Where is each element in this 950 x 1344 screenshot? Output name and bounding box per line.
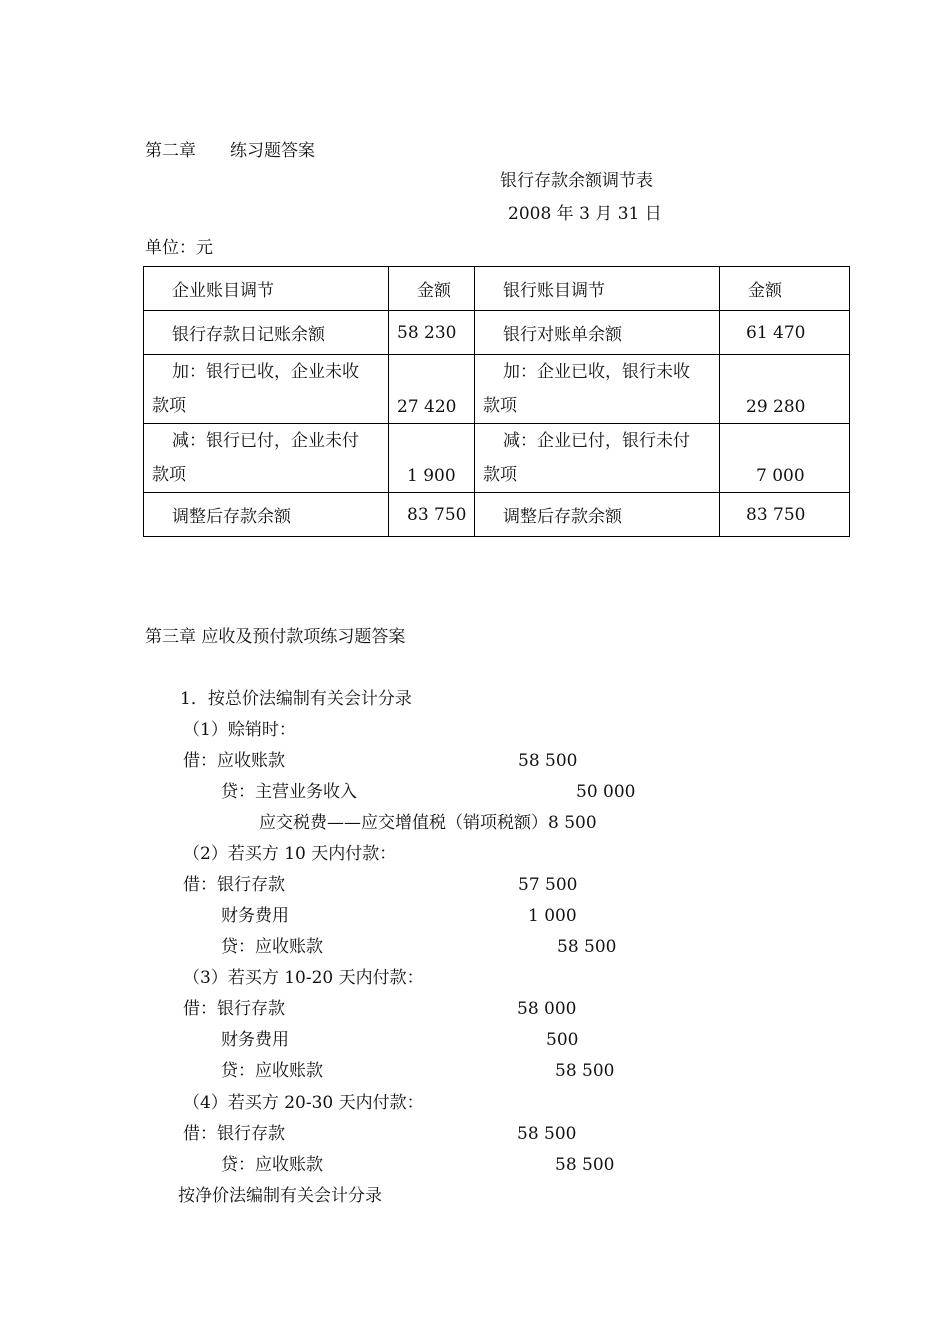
amount: 58 500 xyxy=(555,1061,615,1081)
entry-label: （1）赊销时： xyxy=(183,720,296,740)
debit-line: 借：银行存款 xyxy=(183,875,285,895)
table-cell: 61 470 xyxy=(720,311,850,355)
entry-label: （3）若买方 10-20 天内付款： xyxy=(183,968,424,988)
cell-line: 款项 xyxy=(152,465,186,485)
table-cell xyxy=(144,355,389,424)
debit-subline: 财务费用 xyxy=(221,1030,289,1050)
net-method-heading: 按净价法编制有关会计分录 xyxy=(178,1186,382,1206)
table-cell: 27 420 xyxy=(389,355,475,424)
debit-subline: 财务费用 xyxy=(221,906,289,926)
table-row xyxy=(144,355,850,424)
header-cell: 银行账目调节 xyxy=(475,267,720,311)
table-cell xyxy=(475,424,720,493)
table-row xyxy=(144,493,850,537)
debit-line: 借：银行存款 xyxy=(183,999,285,1019)
item-heading: 1．按总价法编制有关会计分录 xyxy=(180,689,412,709)
cell-line: 加：企业已收，银行未收 xyxy=(503,362,690,382)
table-title: 银行存款余额调节表 xyxy=(500,171,653,191)
credit-line: 贷：应收账款 xyxy=(221,937,323,957)
table-cell: 银行存款日记账余额 xyxy=(144,311,389,355)
credit-line: 贷：应收账款 xyxy=(221,1061,323,1081)
cell-line: 减：银行已付，企业未付 xyxy=(172,431,359,451)
debit-line: 借：银行存款 xyxy=(183,1124,285,1144)
table-cell xyxy=(475,355,720,424)
cell-line: 款项 xyxy=(483,396,517,416)
amount: 58 500 xyxy=(517,1124,577,1144)
table-header-row xyxy=(144,267,850,311)
table-cell: 调整后存款余额 xyxy=(475,493,720,537)
table-row xyxy=(144,424,850,493)
cell-line: 加：银行已收，企业未收 xyxy=(172,362,359,382)
table-cell: 83 750 xyxy=(389,493,475,537)
table-cell: 1 900 xyxy=(389,424,475,493)
amount: 58 500 xyxy=(555,1155,615,1175)
cell-line: 减：企业已付，银行未付 xyxy=(503,431,690,451)
credit-line: 贷：主营业务收入 xyxy=(221,782,357,802)
header-cell: 企业账目调节 xyxy=(144,267,389,311)
entry-label: （4）若买方 20-30 天内付款： xyxy=(183,1093,424,1113)
header-cell: 金额 xyxy=(389,267,475,311)
unit-label: 单位：元 xyxy=(145,238,213,258)
header-cell: 金额 xyxy=(720,267,850,311)
cell-line: 款项 xyxy=(152,396,186,416)
amount: 57 500 xyxy=(518,875,578,895)
amount: 58 500 xyxy=(518,751,578,771)
amount: 50 000 xyxy=(576,782,636,802)
table-cell xyxy=(144,424,389,493)
table-cell: 银行对账单余额 xyxy=(475,311,720,355)
chapter3-heading: 第三章 应收及预付款项练习题答案 xyxy=(145,627,406,647)
table-row xyxy=(144,311,850,355)
amount: 1 000 xyxy=(528,906,577,926)
chapter2-heading: 第二章 练习题答案 xyxy=(145,141,315,161)
cell-line: 款项 xyxy=(483,465,517,485)
table-date: 2008 年 3 月 31 日 xyxy=(508,204,662,224)
amount: 58 500 xyxy=(557,937,617,957)
table-cell: 7 000 xyxy=(720,424,850,493)
table-cell: 调整后存款余额 xyxy=(144,493,389,537)
credit-subline: 应交税费——应交增值税（销项税额）8 500 xyxy=(259,813,597,833)
amount: 58 000 xyxy=(517,999,577,1019)
table-cell: 83 750 xyxy=(720,493,850,537)
table-cell: 58 230 xyxy=(389,311,475,355)
reconciliation-table xyxy=(143,266,850,537)
amount: 500 xyxy=(546,1030,579,1050)
table-cell: 29 280 xyxy=(720,355,850,424)
credit-line: 贷：应收账款 xyxy=(221,1155,323,1175)
debit-line: 借：应收账款 xyxy=(183,751,285,771)
entry-label: （2）若买方 10 天内付款： xyxy=(183,844,397,864)
